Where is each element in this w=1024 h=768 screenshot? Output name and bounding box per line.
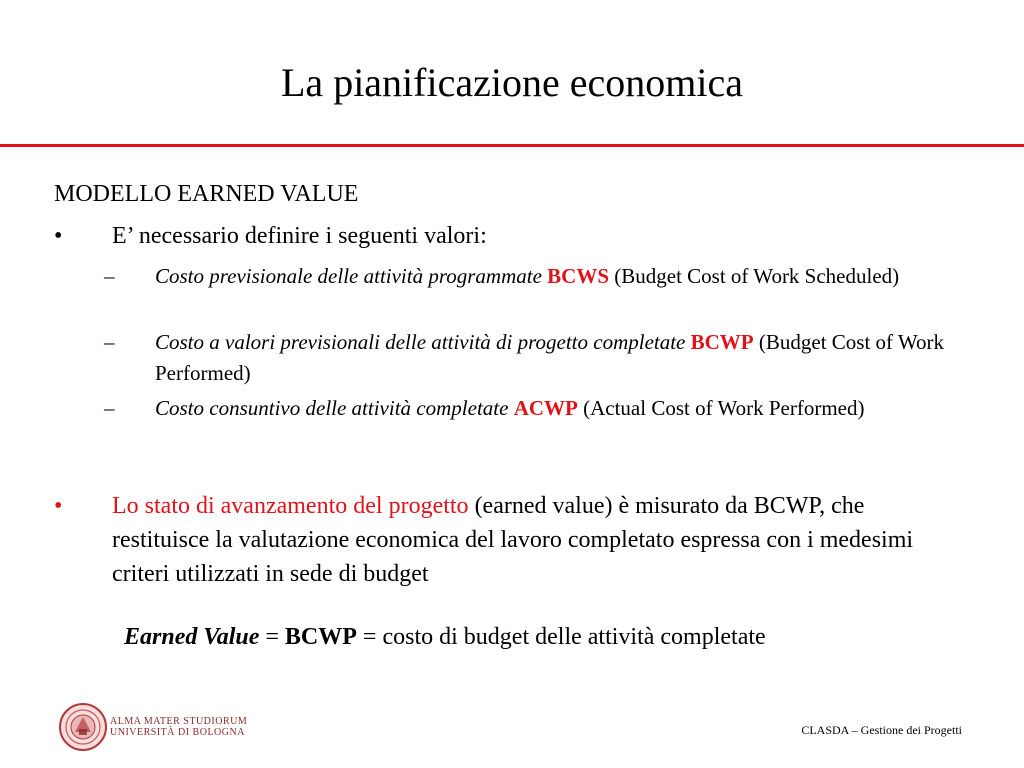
formula-definition: costo di budget delle attività completate [382,624,766,650]
slide-title: La pianificazione economica [281,60,743,105]
bullet-marker: • [54,223,63,249]
formula-code: BCWP [284,624,357,650]
sub-item-code: BCWP [690,330,754,354]
sub-item-italic: Costo previsionale delle attività programmate [155,264,542,288]
logo-line-1: ALMA MATER STUDIORUM [110,716,248,727]
earned-value-formula [124,621,766,653]
sub-item-code: BCWS [547,264,610,288]
highlight-text: Lo stato di avanzamento del progetto [112,493,469,519]
sub-item-text [155,327,955,389]
sub-item-marker: – [104,264,115,288]
section-heading: MODELLO EARNED VALUE [54,181,359,207]
university-seal-icon [58,702,108,752]
bullet-rest-text: (earned value) è misurato da BCWP, che restituisce la valutazione economica del lavoro completato espressa con i medesimi criteri utilizzati in sede di budget [112,493,914,587]
formula-equals: = [362,624,377,650]
bullet-text [112,489,962,591]
sub-item-desc: (Actual Cost of Work Performed) [583,396,865,420]
bullet-marker: • [54,493,63,519]
title-divider [0,144,1024,147]
sub-item-text [155,393,955,424]
sub-item-marker: – [104,330,115,354]
logo-line-2: UNIVERSITÀ DI BOLOGNA [110,727,245,738]
sub-item-desc: (Budget Cost of Work Scheduled) [614,264,900,288]
sub-item-text [155,261,955,292]
university-logo [58,702,258,754]
bullet-text: E’ necessario definire i seguenti valori: [112,223,487,249]
logo-wordmark [110,716,247,738]
formula-term: Earned Value [124,624,260,650]
sub-item-marker: – [104,396,115,420]
sub-item-italic: Costo a valori previsionali delle attività di progetto completate [155,330,686,354]
sub-item-italic: Costo consuntivo delle attività completate [155,396,509,420]
sub-item-desc: (Budget Cost of Work Performed) [155,330,945,385]
slide-footer: CLASDA – Gestione dei Progetti [801,723,962,737]
sub-item-code: ACWP [513,396,578,420]
formula-equals: = [265,624,279,650]
